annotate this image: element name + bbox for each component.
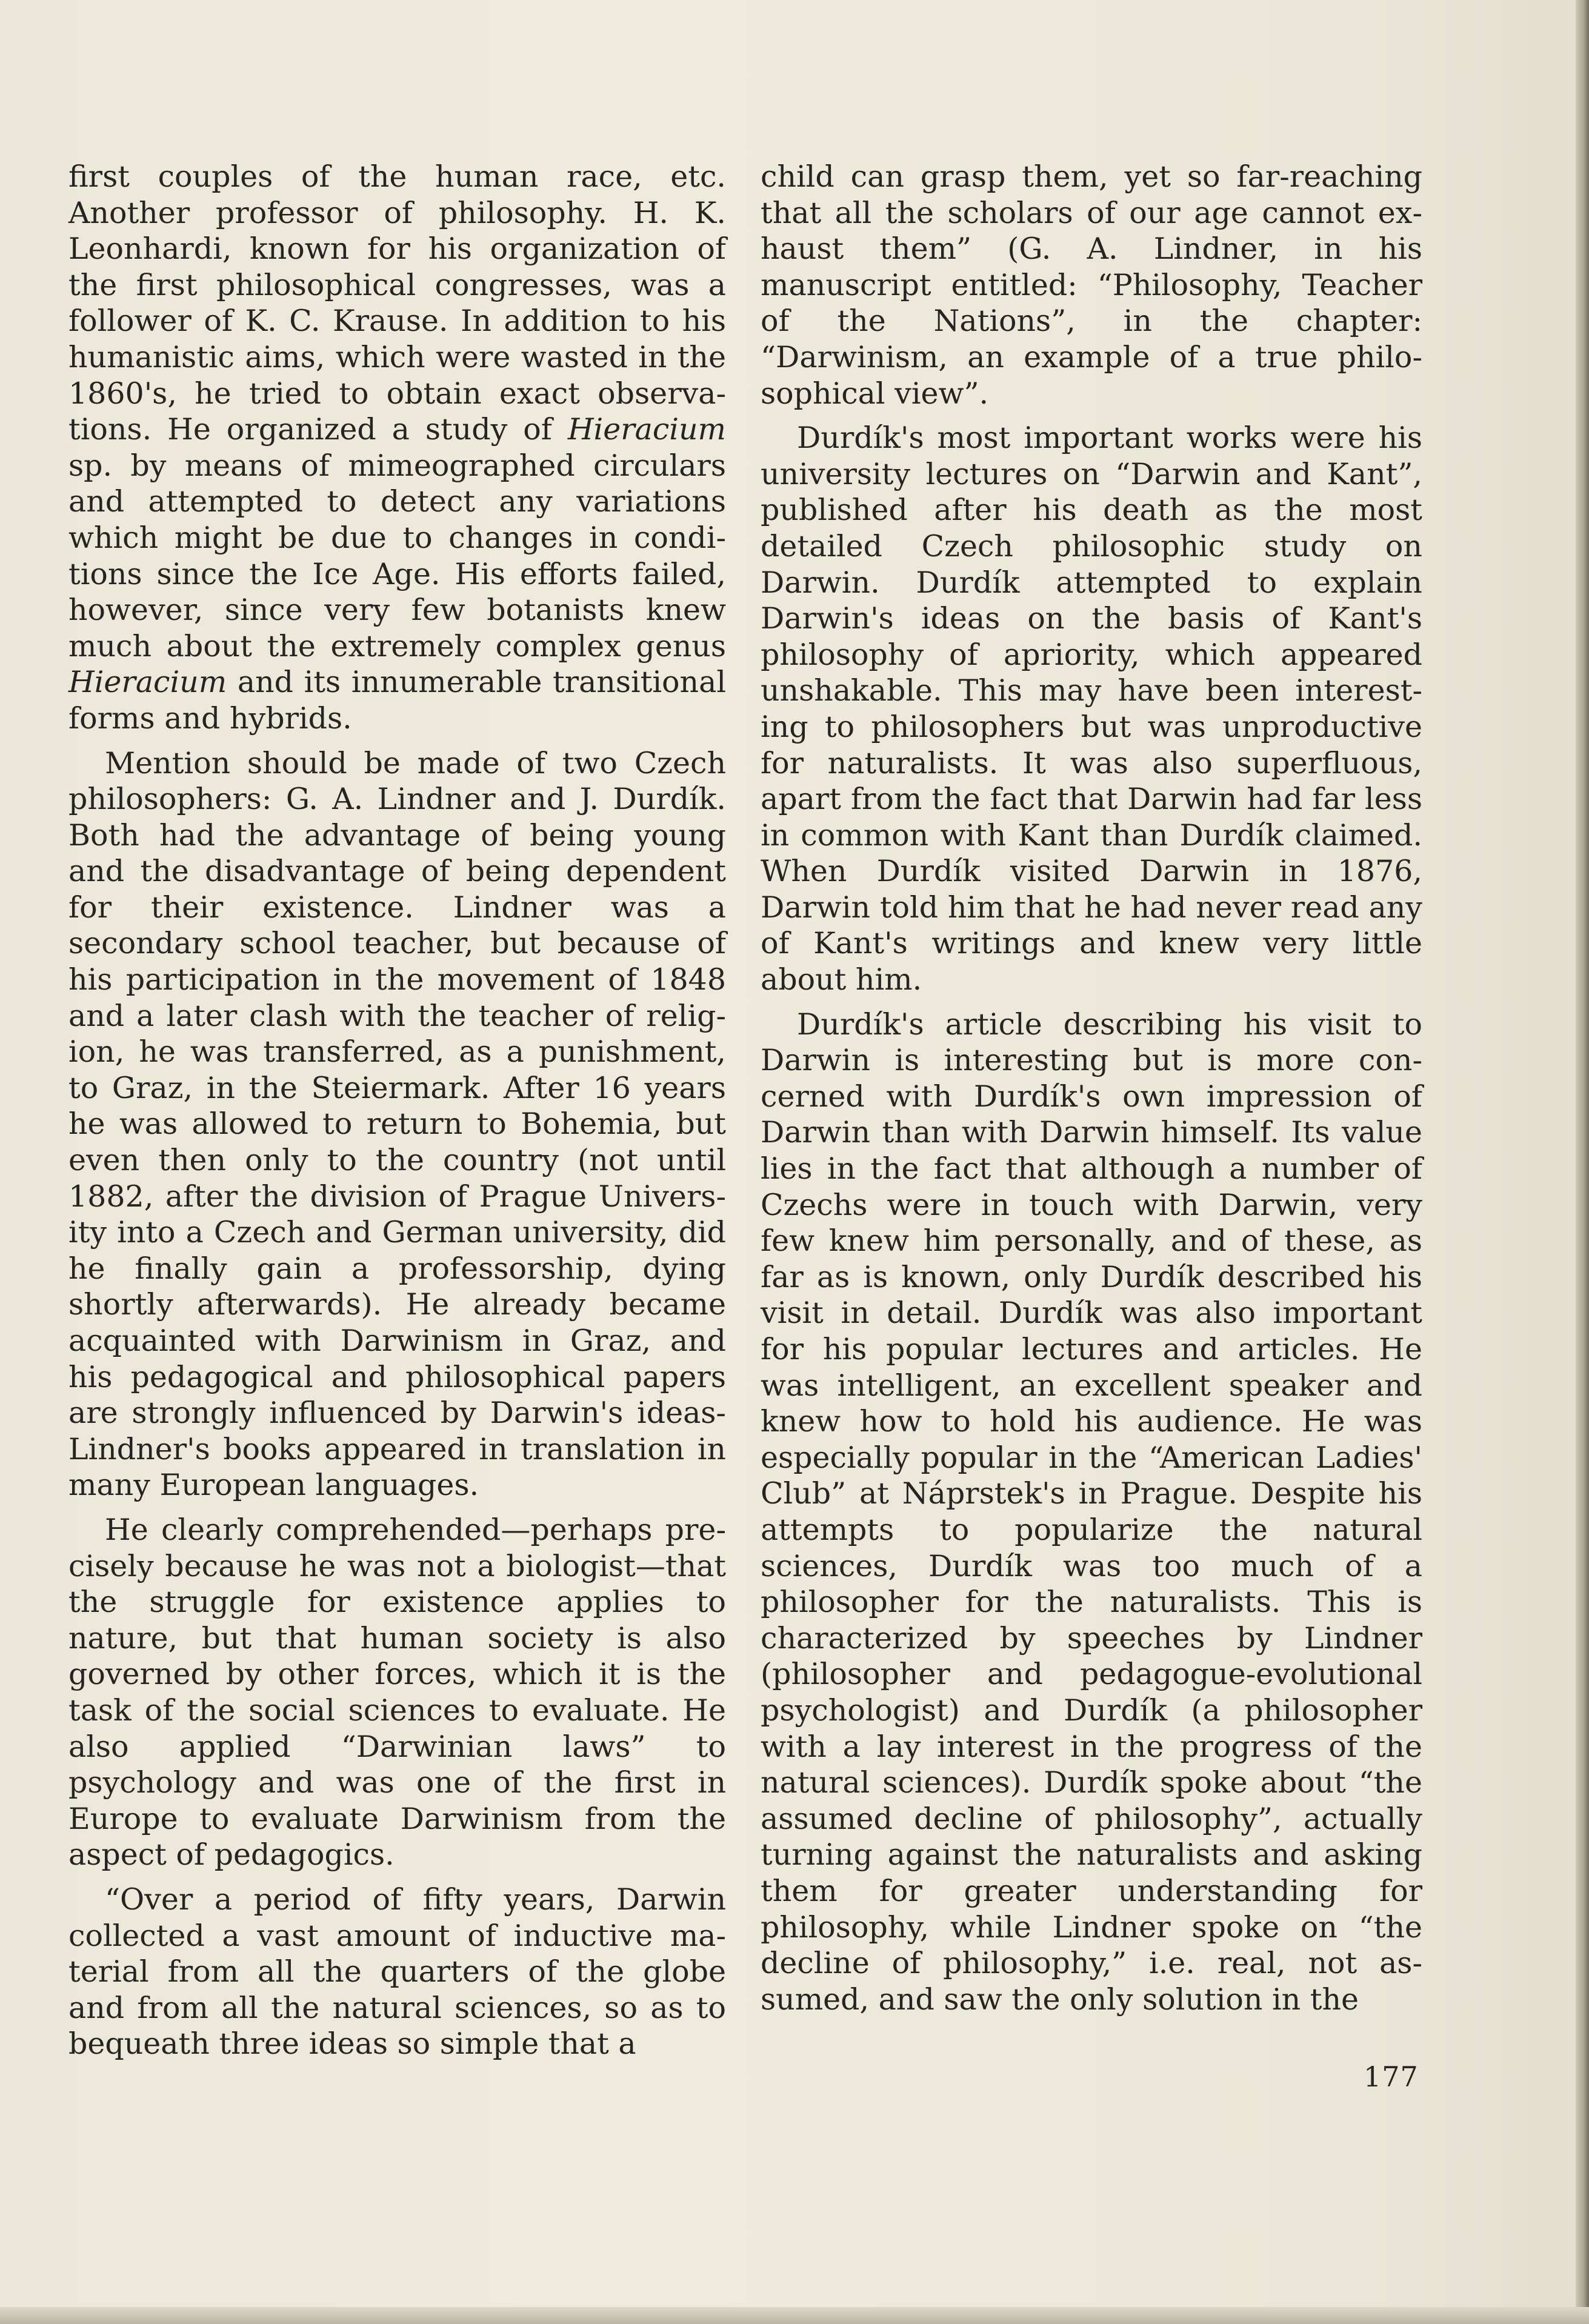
genus-name-italic: Hieracium: [68, 665, 227, 700]
right-paragraph-1: child can grasp them, yet so far-reaching that all the scholars of our age cannot exhaust them” (G. A. Lindner, in his manuscript entitled: “Philosophy, Teacher of the Nations”, in the chapter: “Darwinism, an example of a true philosophical view”.: [761, 159, 1422, 411]
right-paragraph-3: Durdík's article describing his visit to Darwin is interesting but is more concerned with Durdík's own impression of Darwin than with Darwin himself. Its value lies in the fact that although a number of Czechs were in touch with Darwin, very few knew him personally, and of these, as far as is known, only Durdík described his visit in detail. Durdík was also important for his popular lectures and articles. He was intelligent, an excellent speaker and knew how to hold his audience. He was especially popular in the “American Ladies' Club” at Náprstek's in Prague. Despite his attempts to popularize the natural sciences, Durdík was too much of a philosopher for the naturalists. This is characterized by speeches by Lindner (philosopher and pedagogue-evolutional psychologist) and Durdík (a philosopher with a lay interest in the progress of the natural sciences). Durdík spoke about “the assumed decline of philosophy”, actually turning against the naturalists and asking them for greater understanding for philosophy, while Lindner spoke on “the decline of philosophy,” i.e. real, not assumed, and saw the only solution in the: [761, 1007, 1422, 2017]
genus-name-italic: Hieracium: [567, 412, 726, 447]
left-paragraph-1: first couples of the human race, etc. Another professor of philosophy. H. K. Leonhardi, known for his organization of the first philosophical congresses, was a follower of K. C. Krause. In addition to his humanistic aims, which were wasted in the 1860's, he tried to obtain exact observations. He organized a study of Hieracium sp. by means of mimeographed circulars and attempted to detect any variations which might be due to changes in conditions since the Ice Age. His efforts failed, however, since very few botanists knew much about the extremely complex genus Hieracium and its innumerable transitional forms and hybrids.: [68, 159, 726, 736]
right-text-column: [761, 159, 1422, 2017]
right-paragraph-2: Durdík's most important works were his university lectures on “Darwin and Kant”, published after his death as the most detailed Czech philosophic study on Darwin. Durdík attempted to explain Darwin's ideas on the basis of Kant's philosophy of apriority, which appeared unshakable. This may have been interesting to philosophers but was unproductive for naturalists. It was also superfluous, apart from the fact that Darwin had far less in common with Kant than Durdík claimed. When Durdík visited Darwin in 1876, Darwin told him that he had never read any of Kant's writings and knew very little about him.: [761, 421, 1422, 997]
left-paragraph-3: He clearly comprehended—perhaps precisely because he was not a biologist—that the struggle for existence applies to nature, but that human society is also governed by other forces, which it is the task of the social sciences to evaluate. He also applied “Darwinian laws” to psychology and was one of the first in Europe to evaluate Darwinism from the aspect of pedagogics.: [68, 1512, 726, 1873]
page-number: 177: [1364, 2060, 1419, 2093]
left-paragraph-2: Mention should be made of two Czech philosophers: G. A. Lindner and J. Durdík. Both had the advantage of being young and the disadvantage of being dependent for their existence. Lindner was a secondary school teacher, but because of his participation in the movement of 1848 and a later clash with the teacher of religion, he was transferred, as a punishment, to Graz, in the Steiermark. After 16 years he was allowed to return to Bohemia, but even then only to the country (not until 1882, after the division of Prague University into a Czech and German university, did he finally gain a professorship, dying shortly afterwards). He already became acquainted with Darwinism in Graz, and his pedagogical and philosophical papers are strongly influenced by Darwin's ideas-Lindner's books appeared in translation in many European languages.: [68, 745, 726, 1503]
left-text-column: [68, 159, 726, 2062]
page-edge-right: [1576, 0, 1589, 2324]
page-edge-bottom: [0, 2307, 1589, 2324]
left-paragraph-4: “Over a period of fifty years, Darwin collected a vast amount of inductive material from all the quarters of the globe and from all the natural sciences, so as to bequeath three ideas so simple that a: [68, 1882, 726, 2062]
